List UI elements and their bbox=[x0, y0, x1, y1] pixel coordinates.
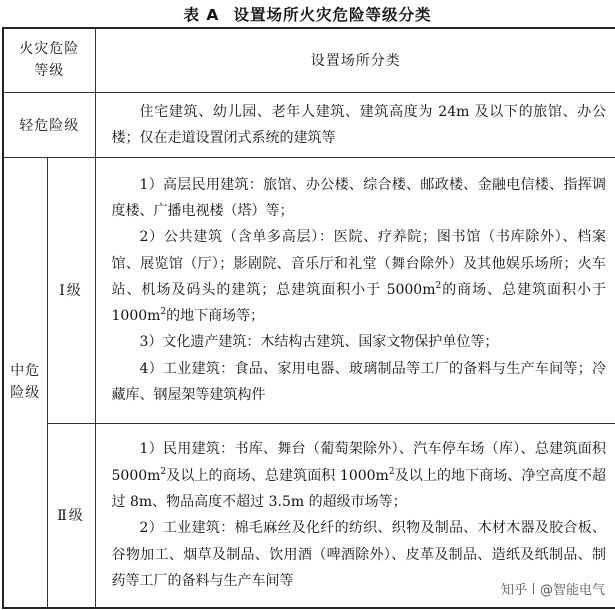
grade1-item-4: 4）工业建筑：食品、家用电器、玻璃制品等工厂的备料与生产车间等；冷藏库、钢屋架等建筑构件 bbox=[111, 360, 606, 404]
header-hazard-level-line1: 火灾危险 bbox=[19, 41, 80, 58]
grade1-item-3: 3）文化遗产建筑：木结构古建筑、国家文物保护单位等； bbox=[139, 334, 499, 351]
superscript-2: 2 bbox=[388, 466, 395, 477]
watermark-author: @智能电气 bbox=[539, 583, 605, 598]
grade2-item-1-part3: 及以上的地下商场、净空高度不超过 8m、物品高度不超过 3.5m 的超级市场等； bbox=[111, 467, 607, 510]
header-hazard-level bbox=[3, 28, 95, 92]
grade1-name: Ⅰ级 bbox=[47, 157, 95, 423]
light-hazard-text: 住宅建筑、幼儿园、老年人建筑、建筑高度为 24m 及以下的旅馆、办公楼；仅在走道设置闭式系统的建筑等 bbox=[111, 103, 606, 146]
table-label: 表 A bbox=[183, 6, 220, 24]
grade1-item-2 bbox=[112, 224, 607, 329]
watermark-site: 知乎 bbox=[500, 583, 527, 598]
header-hazard-level-line2: 等级 bbox=[34, 63, 65, 80]
light-hazard-row bbox=[3, 92, 615, 157]
table-title bbox=[0, 3, 615, 25]
watermark-divider bbox=[533, 583, 534, 594]
medium-hazard-name bbox=[3, 157, 47, 608]
grade2-item-2: 2）工业建筑：棉毛麻丝及化纤的纺织、织物及制品、木材木器及胶合板、谷物加工、烟草及制品、饮用酒（啤酒除外）、皮革及制品、造纸及纸制品、制药等工厂的备料与生产车间等 bbox=[111, 520, 606, 589]
watermark bbox=[501, 579, 605, 598]
grade2-item-1-part2: 及以上的商场、总建筑面积 1000m bbox=[166, 467, 389, 484]
grade1-item-1: 1）高层民用建筑：旅馆、办公楼、综合楼、邮政楼、金融电信楼、指挥调度楼、广播电视楼（塔）等； bbox=[111, 176, 606, 219]
medium-hazard-name-line1: 中危 bbox=[10, 363, 41, 380]
superscript-2: 2 bbox=[160, 307, 167, 318]
header-classification: 设置场所分类 bbox=[95, 28, 615, 92]
grade1-item-2-part1: 2）公共建筑（含单多高层）：医院、疗养院；图书馆（书库除外）、档案馆、展览馆（厅）；影剧院、音乐厅和礼堂（舞台除外）及其他娱乐场所；火车站、机场及码头的建筑；总建筑面积小于 5000m bbox=[111, 229, 606, 298]
light-hazard-description bbox=[95, 92, 615, 157]
grade2-name: Ⅱ级 bbox=[47, 423, 95, 608]
grade2-item-1-part1: 1）民用建筑：书库、舞台（葡萄架除外）、汽车停车场（库）、总建筑面积 5000m bbox=[111, 441, 606, 484]
light-hazard-name: 轻危险级 bbox=[3, 92, 95, 157]
grade1-content bbox=[95, 157, 615, 423]
header-row bbox=[3, 28, 615, 92]
hazard-classification-table bbox=[2, 27, 615, 609]
grade1-item-2-part3: 的地下商场等； bbox=[166, 308, 265, 325]
medium-grade1-row bbox=[3, 157, 615, 423]
grade1-item-2-part2: 的商场、总建筑面积小于 1000m bbox=[111, 281, 607, 325]
superscript-2: 2 bbox=[160, 466, 167, 477]
grade2-item-1 bbox=[112, 436, 607, 515]
table-title-text: 设置场所火灾危险等级分类 bbox=[233, 6, 432, 24]
superscript-2: 2 bbox=[435, 280, 442, 291]
medium-hazard-name-line2: 险级 bbox=[10, 385, 41, 402]
